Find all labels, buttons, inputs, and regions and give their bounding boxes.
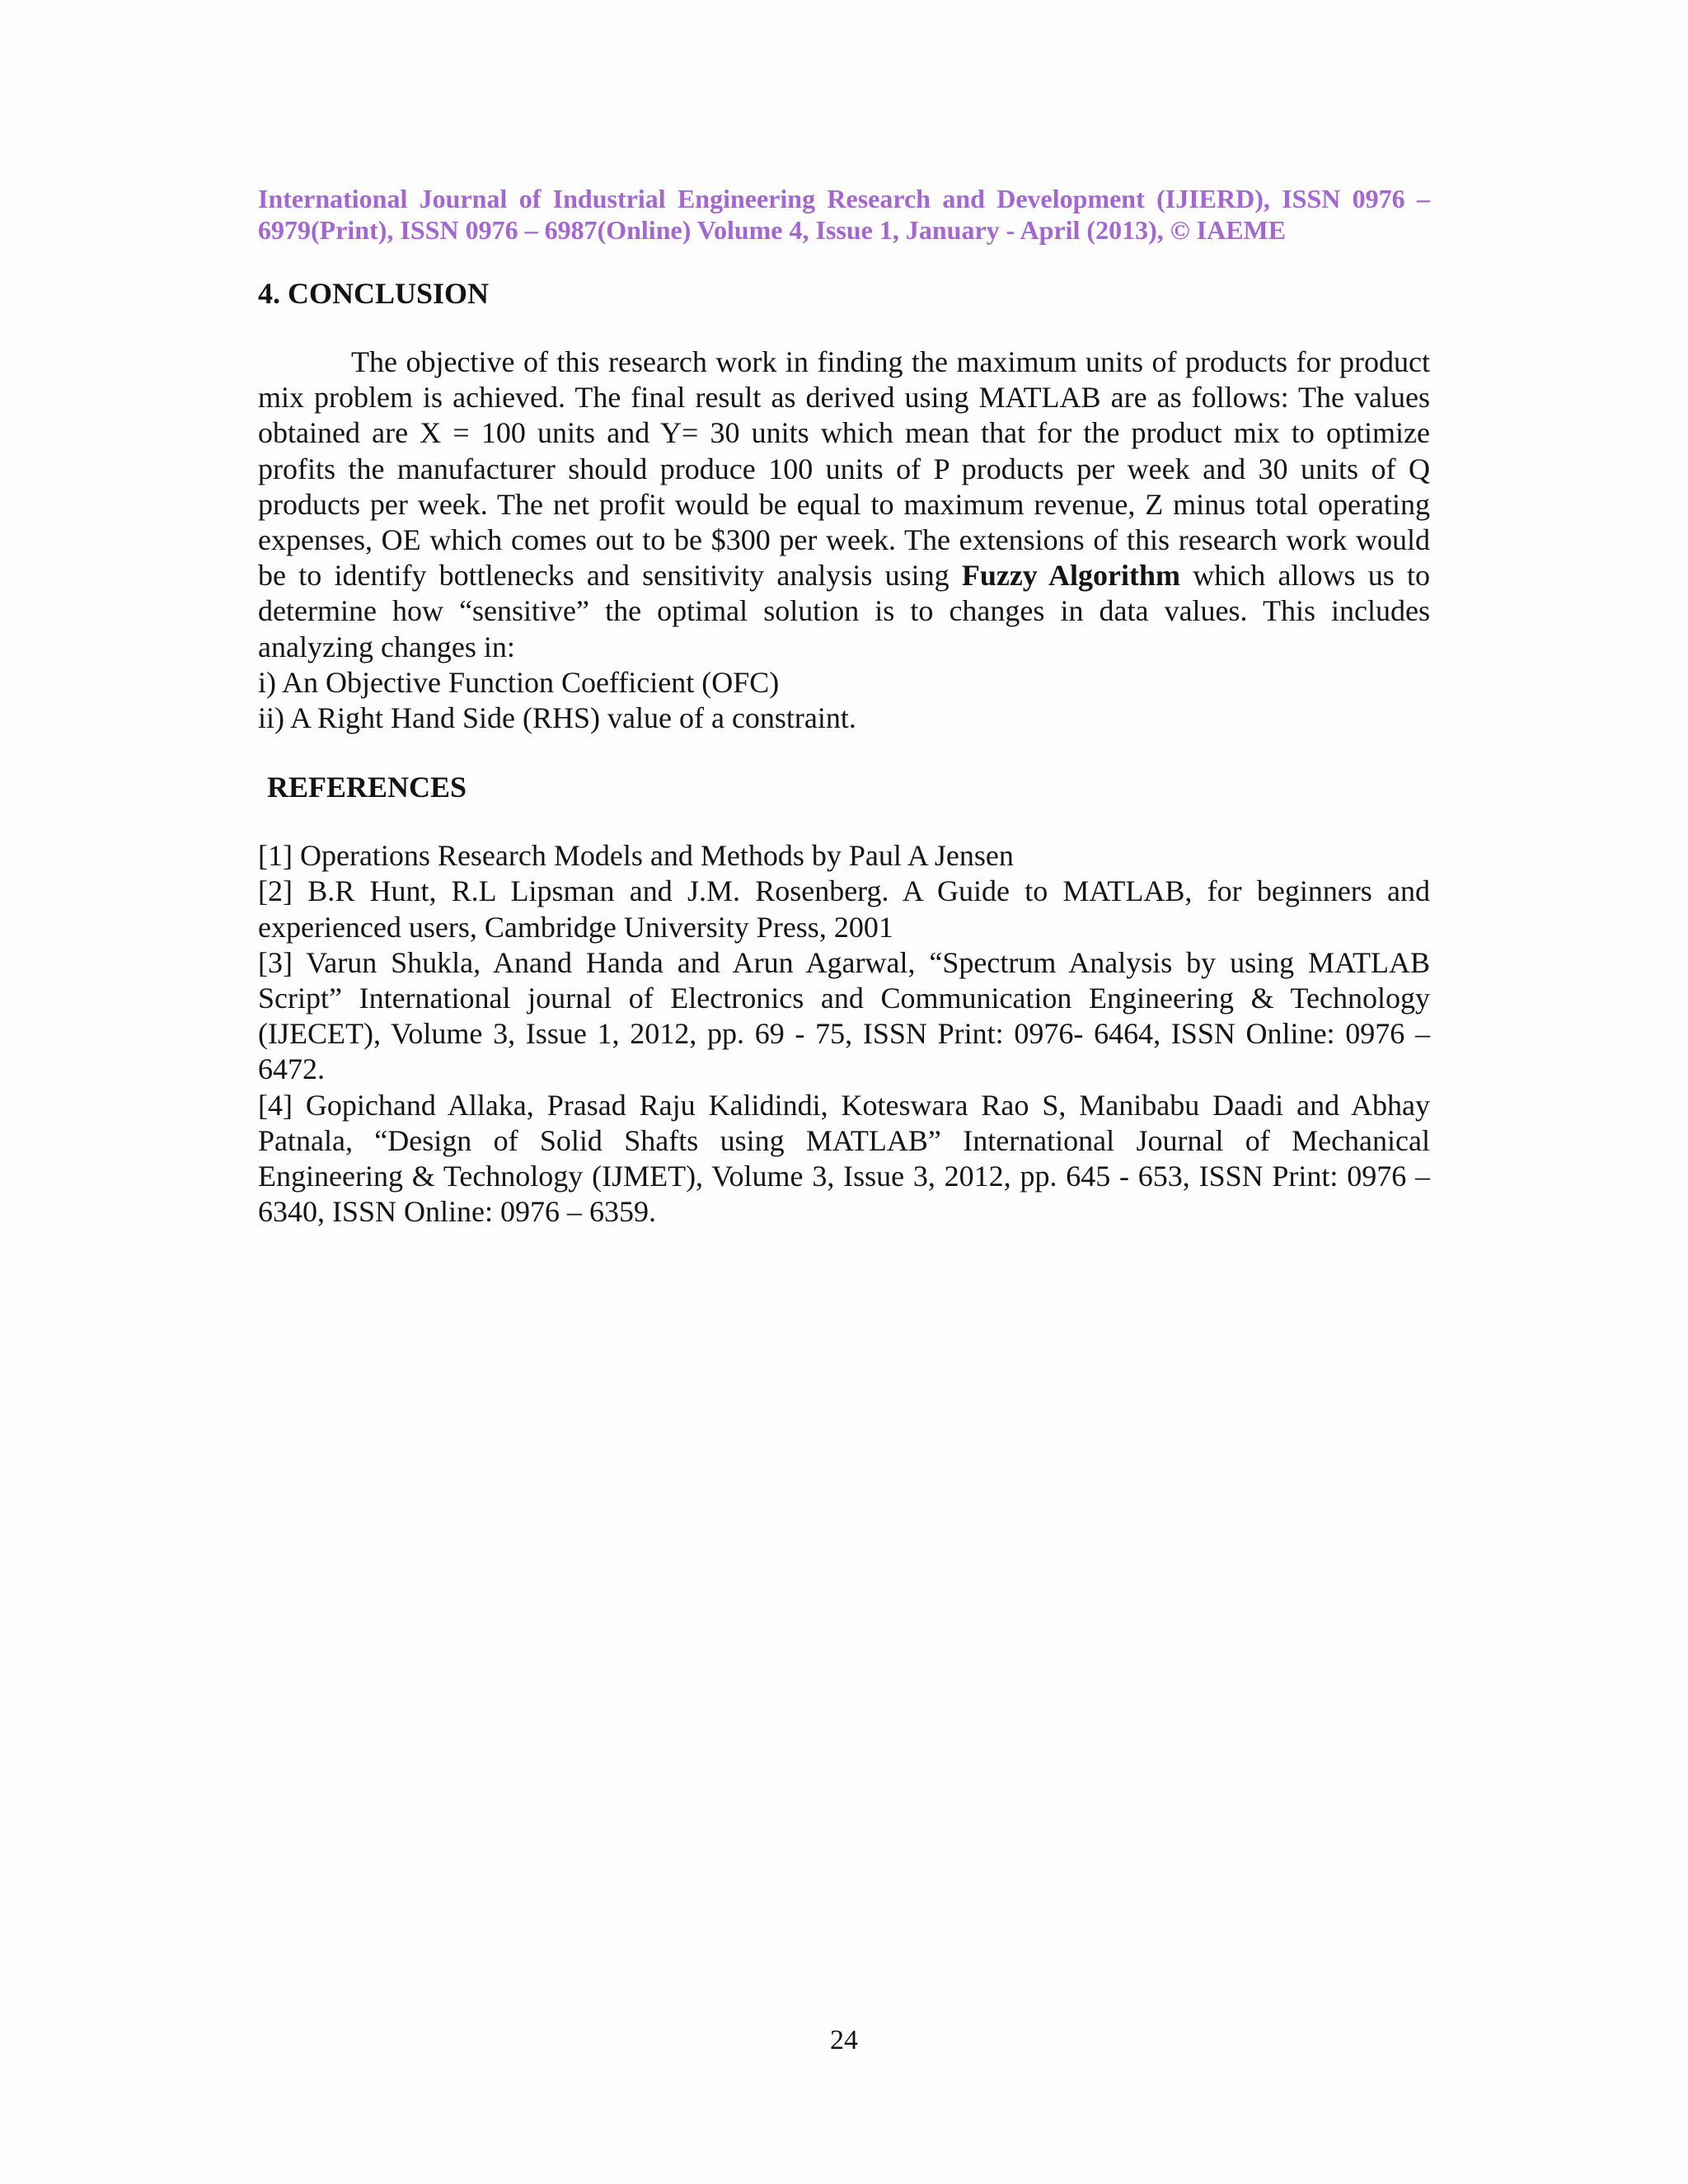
reference-item: [3] Varun Shukla, Anand Handa and Arun Agarwal, “Spectrum Analysis by using MATLAB Script” International journal of Electronics and Communication Engineering & Technology (IJECET), Volume 3, Issue 1, 2012, pp. 69 - 75, ISSN Print: 0976- 6464, ISSN Online: 0976 –6472.: [258, 945, 1430, 1086]
conclusion-text-start: The objective of this research work in finding the maximum units of products for product mix problem is achieved. The final result as derived using MATLAB are as follows: The values obtained are X = 100 units and Y= 30 units which mean that for the product mix to optimize profits the manufacturer should produce 100 units of P products per week and 30 units of Q products per week. The net profit would be equal to maximum revenue, Z minus total operating expenses, OE which comes out to be $300 per week. The extensions of this research work would be to identify bottlenecks and sensitivity analysis using: [258, 345, 1430, 593]
page-content: [258, 183, 1430, 1230]
reference-item: [1] Operations Research Models and Methods by Paul A Jensen: [258, 839, 1014, 873]
conclusion-list-item: i) An Objective Function Coefficient (OFC): [258, 665, 780, 699]
conclusion-text-end: which allows us to determine how “sensitive” the optimal solution is to changes in data values. This includes analyzing changes in:: [258, 559, 1430, 663]
conclusion-list-item: ii) A Right Hand Side (RHS) value of a constraint.: [258, 701, 856, 735]
conclusion-heading: 4. CONCLUSION: [258, 277, 490, 310]
page-number: 24: [830, 2025, 858, 2055]
reference-item: [2] B.R Hunt, R.L Lipsman and J.M. Rosenberg. A Guide to MATLAB, for beginners and experienced users, Cambridge University Press, 2001: [258, 874, 1430, 944]
references-list: [258, 838, 1430, 1230]
references-heading: REFERENCES: [267, 771, 467, 804]
conclusion-text-bold: Fuzzy Algorithm: [961, 559, 1181, 593]
conclusion-paragraph: [258, 344, 1430, 665]
reference-item: [4] Gopichand Allaka, Prasad Raju Kalidindi, Koteswara Rao S, Manibabu Daadi and Abhay Patnala, “Design of Solid Shafts using MATLAB” International Journal of Mechanical Engineering & Technology (IJMET), Volume 3, Issue 3, 2012, pp. 645 - 653, ISSN Print: 0976 – 6340, ISSN Online: 0976 – 6359.: [258, 1088, 1430, 1229]
journal-header: International Journal of Industrial Engineering Research and Development (IJIERD), ISSN 0976 – 6979(Print), ISSN 0976 – 6987(Online) Volume 4, Issue 1, January - April (2013), © IAEME: [258, 184, 1430, 245]
